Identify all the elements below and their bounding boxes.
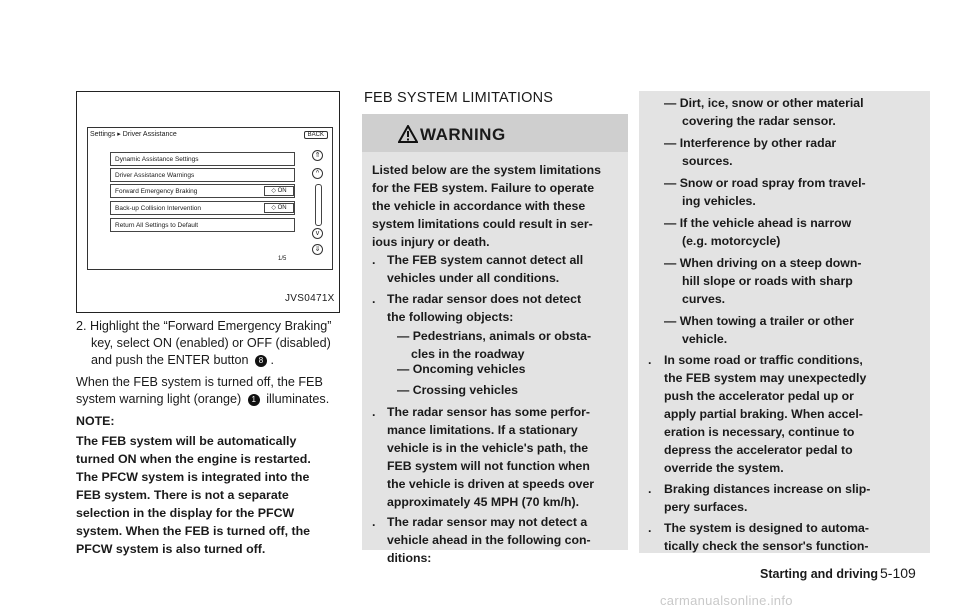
bullet-line: the vehicle is driven at speeds over <box>387 477 595 491</box>
bullet-marker: . <box>372 292 376 306</box>
bullet-line: vehicle ahead in the following con- <box>387 533 591 547</box>
section-heading: FEB SYSTEM LIMITATIONS <box>364 90 554 106</box>
sub-item-line: — Interference by other radar <box>664 136 837 150</box>
scrollbar-illustration <box>315 184 322 226</box>
menu-item-label: Driver Assistance Warnings <box>115 172 195 179</box>
sub-item-line: hill slope or roads with sharp <box>682 274 853 288</box>
step-2-line: 2. Highlight the “Forward Emergency Braking” <box>76 319 332 333</box>
sub-item-line: — Pedestrians, animals or obsta- <box>397 329 592 343</box>
step-2-line: key, select ON (enabled) or OFF (disabled) <box>91 336 331 350</box>
menu-item-label: Return All Settings to Default <box>115 222 199 229</box>
scroll-down-icon: v <box>312 228 323 239</box>
note-label: NOTE: <box>76 414 115 428</box>
warning-intro-line: for the FEB system. Failure to operate <box>372 181 595 195</box>
sub-item-line: — If the vehicle ahead is narrow <box>664 216 852 230</box>
bullet-line: The radar sensor may not detect a <box>387 515 588 529</box>
page-indicator: 1/5 <box>278 256 287 262</box>
menu-item-driver-warnings <box>110 168 295 182</box>
bullet-marker: . <box>648 353 652 367</box>
bullet-line: FEB system will not function when <box>387 459 590 473</box>
paragraph-text: system warning light (orange) <box>76 392 242 406</box>
bullet-line: The radar sensor does not detect <box>387 292 582 306</box>
scroll-up-icon: ^ <box>312 168 323 179</box>
bullet-line: mance limitations. If a stationary <box>387 423 578 437</box>
bullet-line: ditions: <box>387 551 432 565</box>
bullet-line: eration is necessary, continue to <box>664 425 855 439</box>
bullet-line: tically check the sensor's function- <box>664 539 869 553</box>
warning-light-callout-icon <box>248 394 260 406</box>
bullet-marker: . <box>372 253 376 267</box>
note-line: The PFCW system is integrated into the <box>76 470 310 484</box>
bullet-line: the FEB system may unexpectedly <box>664 371 867 385</box>
bullet-line: push the accelerator pedal up or <box>664 389 854 403</box>
menu-item-return-defaults <box>110 218 295 232</box>
warning-intro-line: ious injury or death. <box>372 235 490 249</box>
bullet-marker: . <box>372 515 376 529</box>
step-2-text: and push the ENTER button <box>91 353 249 367</box>
bullet-line: depress the accelerator pedal to <box>664 443 853 457</box>
note-line: system. When the FEB is turned off, the <box>76 524 311 538</box>
warning-intro-line: the vehicle in accordance with these <box>372 199 586 213</box>
bullet-line: override the system. <box>664 461 784 475</box>
bullet-line: the following objects: <box>387 310 514 324</box>
toggle-label: ON <box>277 188 287 194</box>
sub-item-line: ing vehicles. <box>682 194 756 208</box>
note-line: turned ON when the engine is restarted. <box>76 452 311 466</box>
sub-item-line: vehicle. <box>682 332 728 346</box>
figure-code: JVS0471X <box>285 293 335 304</box>
callout-number: 1 <box>251 394 256 404</box>
bullet-line: pery surfaces. <box>664 500 748 514</box>
backup-toggle-on: ◇ ON <box>264 203 294 213</box>
paragraph-line <box>76 391 329 408</box>
step-2-line <box>91 352 274 369</box>
bullet-line: vehicles under all conditions. <box>387 271 560 285</box>
bullet-line: The system is designed to automa- <box>664 521 869 535</box>
sub-item-line: — When towing a trailer or other <box>664 314 854 328</box>
note-line: selection in the display for the PFCW <box>76 506 295 520</box>
feb-toggle-on: ◇ ON <box>264 186 294 196</box>
sub-item-line: curves. <box>682 292 726 306</box>
bullet-marker: . <box>372 405 376 419</box>
callout-number: 8 <box>258 355 264 365</box>
menu-item-label: Dynamic Assistance Settings <box>115 156 199 163</box>
warning-title: WARNING <box>420 125 506 144</box>
sub-item-line: — Dirt, ice, snow or other material <box>664 96 864 110</box>
toggle-label: ON <box>277 205 287 211</box>
sub-item-line: sources. <box>682 154 733 168</box>
sub-item-line: covering the radar sensor. <box>682 114 836 128</box>
note-line: The FEB system will be automatically <box>76 434 297 448</box>
warning-intro-line: system limitations could result in ser- <box>372 217 593 231</box>
sub-item-line: — Crossing vehicles <box>397 383 518 397</box>
screen-header: Settings ▸ Driver Assistance <box>90 131 177 138</box>
note-line: FEB system. There is not a separate <box>76 488 289 502</box>
warning-triangle-icon <box>398 125 418 143</box>
back-button-illustration: BACK <box>304 131 328 139</box>
menu-item-label: Back-up Collision Intervention <box>115 205 201 212</box>
watermark-text: carmanualsonline.info <box>660 593 793 608</box>
sub-item-line: — When driving on a steep down- <box>664 256 862 270</box>
bullet-line: Braking distances increase on slip- <box>664 482 871 496</box>
sub-item-line: (e.g. motorcycle) <box>682 234 781 248</box>
bullet-line: The FEB system cannot detect all <box>387 253 584 267</box>
menu-item-dynamic-assistance <box>110 152 295 166</box>
bullet-line: approximately 45 MPH (70 km/h). <box>387 495 580 509</box>
menu-item-label: Forward Emergency Braking <box>115 188 198 195</box>
sub-item-line: — Oncoming vehicles <box>397 362 526 376</box>
page-number: 5-109 <box>880 565 916 581</box>
scroll-down-double-icon: ⇓ <box>312 244 323 255</box>
bullet-line: vehicle is in the vehicle's path, the <box>387 441 589 455</box>
enter-button-callout-icon <box>255 355 267 367</box>
display-screen-illustration <box>87 127 333 270</box>
scroll-up-double-icon: ⇑ <box>312 150 323 161</box>
sub-item-line: cles in the roadway <box>411 347 525 361</box>
sub-item-line: — Snow or road spray from travel- <box>664 176 866 190</box>
warning-intro-line: Listed below are the system limitations <box>372 163 601 177</box>
bullet-line: The radar sensor has some perfor- <box>387 405 590 419</box>
paragraph-text: illuminates. <box>266 392 330 406</box>
step-2-end: . <box>270 353 275 367</box>
bullet-line: apply partial braking. When accel- <box>664 407 863 421</box>
note-line: PFCW system is also turned off. <box>76 542 266 556</box>
footer-section: Starting and driving <box>760 567 879 581</box>
paragraph-line: When the FEB system is turned off, the FEB <box>76 375 323 389</box>
bullet-line: In some road or traffic conditions, <box>664 353 863 367</box>
bullet-marker: . <box>648 521 652 535</box>
bullet-marker: . <box>648 482 652 496</box>
